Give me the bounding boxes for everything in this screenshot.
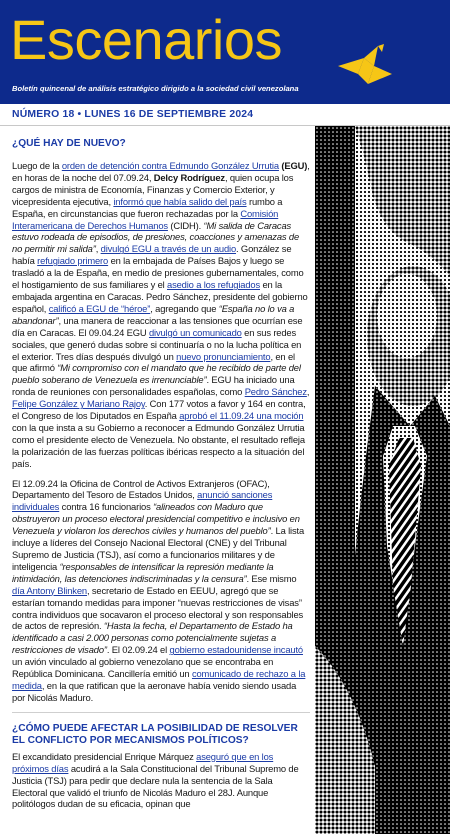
section-heading-news: ¿QUÉ HAY DE NUEVO? [12, 138, 126, 149]
inline-link[interactable]: anunció sanciones individuales [12, 489, 273, 513]
newsletter-title: Escenarios [10, 8, 283, 71]
quote-text: “España no lo va a abandonar” [12, 302, 295, 326]
inline-link[interactable]: nuevo pronunciamiento [176, 350, 271, 362]
body-text: . González se había [12, 243, 292, 267]
article-body [12, 132, 310, 832]
body-text: , quien ocupa los cargos de ministra de Economía, Finanzas y Comercio Exterior, y vicepresidenta ejecutiva, [12, 171, 294, 207]
body-text: Luego de la [12, 160, 62, 171]
body-text: , [95, 243, 101, 255]
bold-text: Delcy Rodríguez [153, 171, 225, 183]
body-text: , en la que ratifican que la aeronave había venido siendo usada por Nicolás Maduro. [12, 679, 297, 703]
quote-text: “responsables de intensificar la represión mediante la intimidación, las detenciones indiscriminadas y la censura” [12, 560, 274, 584]
body-text: , una manera de reaccionar a las tensiones que ocurrían ese día en Caracas. El 09.04.24 EGU [12, 314, 303, 338]
article-paragraph [12, 751, 310, 811]
issue-bar [0, 104, 450, 126]
body-text: . EGU ha iniciado una ronda de reuniones con personalidades españolas, como [12, 374, 295, 398]
inline-link[interactable]: aprobó el 11.09.24 una moción [179, 410, 304, 422]
body-text: , en el que afirmó [12, 350, 295, 374]
body-text: en sus redes sociales, que generó dudas sobre si continuaría o no la lucha política en el exterior. Tres días después divulgó un [12, 326, 302, 362]
body-text: acudirá a la Sala Constitucional del Tribunal Supremo de Justicia (TSJ) para pedir que declare nula la sentencia de la Sala Electoral que validó el triunfo de Nicolás Maduro el 28J. Aunque politólogos dudan de su eficacia, opinan que [12, 762, 299, 810]
inline-link[interactable]: refugiado primero [37, 255, 109, 267]
quote-text: “Mi salida de Caracas estuvo rodeada de episodios, de presiones, coacciones y amenazas de no permitir mi salida” [12, 219, 300, 255]
body-text: . Ese mismo [246, 572, 297, 584]
article-paragraph [12, 478, 310, 704]
body-text: en la embajada argentina en Caracas. Pedro Sánchez, presidente del gobierno español, [12, 279, 308, 314]
bold-text: (EGU) [278, 160, 308, 171]
portrait-photo [315, 126, 450, 834]
inline-link[interactable]: divulgó un comunicado [148, 326, 242, 338]
body-text: , agregando que [150, 302, 219, 314]
body-text: . La lista incluye a líderes del Consejo Nacional Electoral (CNE) y del Tribunal Supremo de Justicia (TSJ), así como a funcionarios militares y de inteligencia [12, 525, 305, 572]
body-text: , secretario de Estado en EEUU, agregó que se estarían tomando medidas para imponer “nuevas restricciones de visas” contra individuos que socavaron el proceso electoral y son responsables de actos de represión. [12, 584, 304, 632]
issue-number-date: NÚMERO 18 • LUNES 16 DE SEPTIEMBRE 2024 [12, 109, 254, 120]
inline-link[interactable]: comunicado de rechazo a la medida [12, 668, 306, 691]
halftone-portrait-image [315, 126, 450, 834]
section-heading-impact: ¿CÓMO PUEDE AFECTAR LA POSIBILIDAD DE RESOLVER EL CONFLICTO POR MECANISMOS POLÍTICOS? [12, 722, 298, 746]
quote-text: “alineados con Maduro que obstruyeron un proceso electoral presidencial competitivo e inclusivo en Venezuela y violaron los derechos civiles y humanos del pueblo” [12, 501, 300, 537]
inline-link[interactable]: divulgó EGU a través de un audio [100, 243, 237, 255]
body-text: en la embajada de Países Bajos y luego se trasladó a la de España, en medio de presiones gubernamentales, como el hostigamiento de sus familiares y el [12, 255, 304, 291]
body-text: El 12.09.24 la Oficina de Control de Activos Extranjeros (OFAC), Departamento del Tesoro de Estados Unidos, [12, 477, 270, 501]
masthead [0, 0, 450, 104]
body-text: contra 16 funcionarios [59, 501, 154, 513]
inline-link[interactable]: aseguró que en los próximos días [12, 750, 274, 774]
body-text: con la que insta a su Gobierno a reconocer a Edmundo González Urrutia como el presidente electo de Venezuela. No obstante, el resultado refleja la polarización de las fuerzas políticas ibéricas respecto a la situación del país. [12, 421, 305, 469]
newsletter-subtitle: Boletín quincenal de análisis estratégico dirigido a la sociedad civil venezolana [12, 84, 299, 93]
body-text: un avión vinculado al gobierno venezolano que se encontraba en República Dominicana. Cancillería emitió un [12, 656, 274, 680]
body-text: rumbo a España, en circunstancias que fueron rechazadas por la [12, 195, 283, 219]
inline-link[interactable]: Pedro Sánchez [244, 386, 307, 398]
quote-text: “Mi compromiso con el mandato que he recibido de parte del pueblo soberano de Venezuela es irrenunciable” [12, 362, 301, 386]
inline-link[interactable]: informó que había salido del país [113, 195, 247, 207]
inline-link[interactable]: orden de detención contra Edmundo González Urrutia [61, 160, 279, 171]
article-paragraph [12, 160, 310, 470]
body-text: El excandidato presidencial Enrique Márquez [12, 750, 197, 762]
origami-bird-icon [338, 44, 394, 88]
inline-link[interactable]: Comisión Interamericana de Derechos Humanos [12, 207, 279, 231]
body-text: (CIDH). [167, 219, 204, 231]
quote-text: “Hasta la fecha, el Departamento de Estado ha identificado a casi 2.000 personas como potencialmente sujetas a restricciones de visado” [12, 620, 293, 656]
inline-link[interactable]: gobierno estadounidense incautó [169, 644, 303, 656]
body-text: . Con 177 votos a favor y 164 en contra, el Congreso de los Diputados en España [12, 398, 306, 422]
inline-link[interactable]: día Antony Blinken [12, 584, 87, 596]
section-divider [12, 712, 310, 713]
body-text: , en horas de la noche del 07.09.24, [12, 160, 310, 183]
inline-link[interactable]: asedio a los refugiados [167, 279, 260, 291]
inline-link[interactable]: calificó a EGU de “héroe” [48, 302, 151, 314]
body-text: , [306, 386, 310, 398]
body-text: . El 02.09.24 el [106, 644, 170, 656]
inline-link[interactable]: Felipe González y Mariano Rajoy [12, 398, 145, 410]
